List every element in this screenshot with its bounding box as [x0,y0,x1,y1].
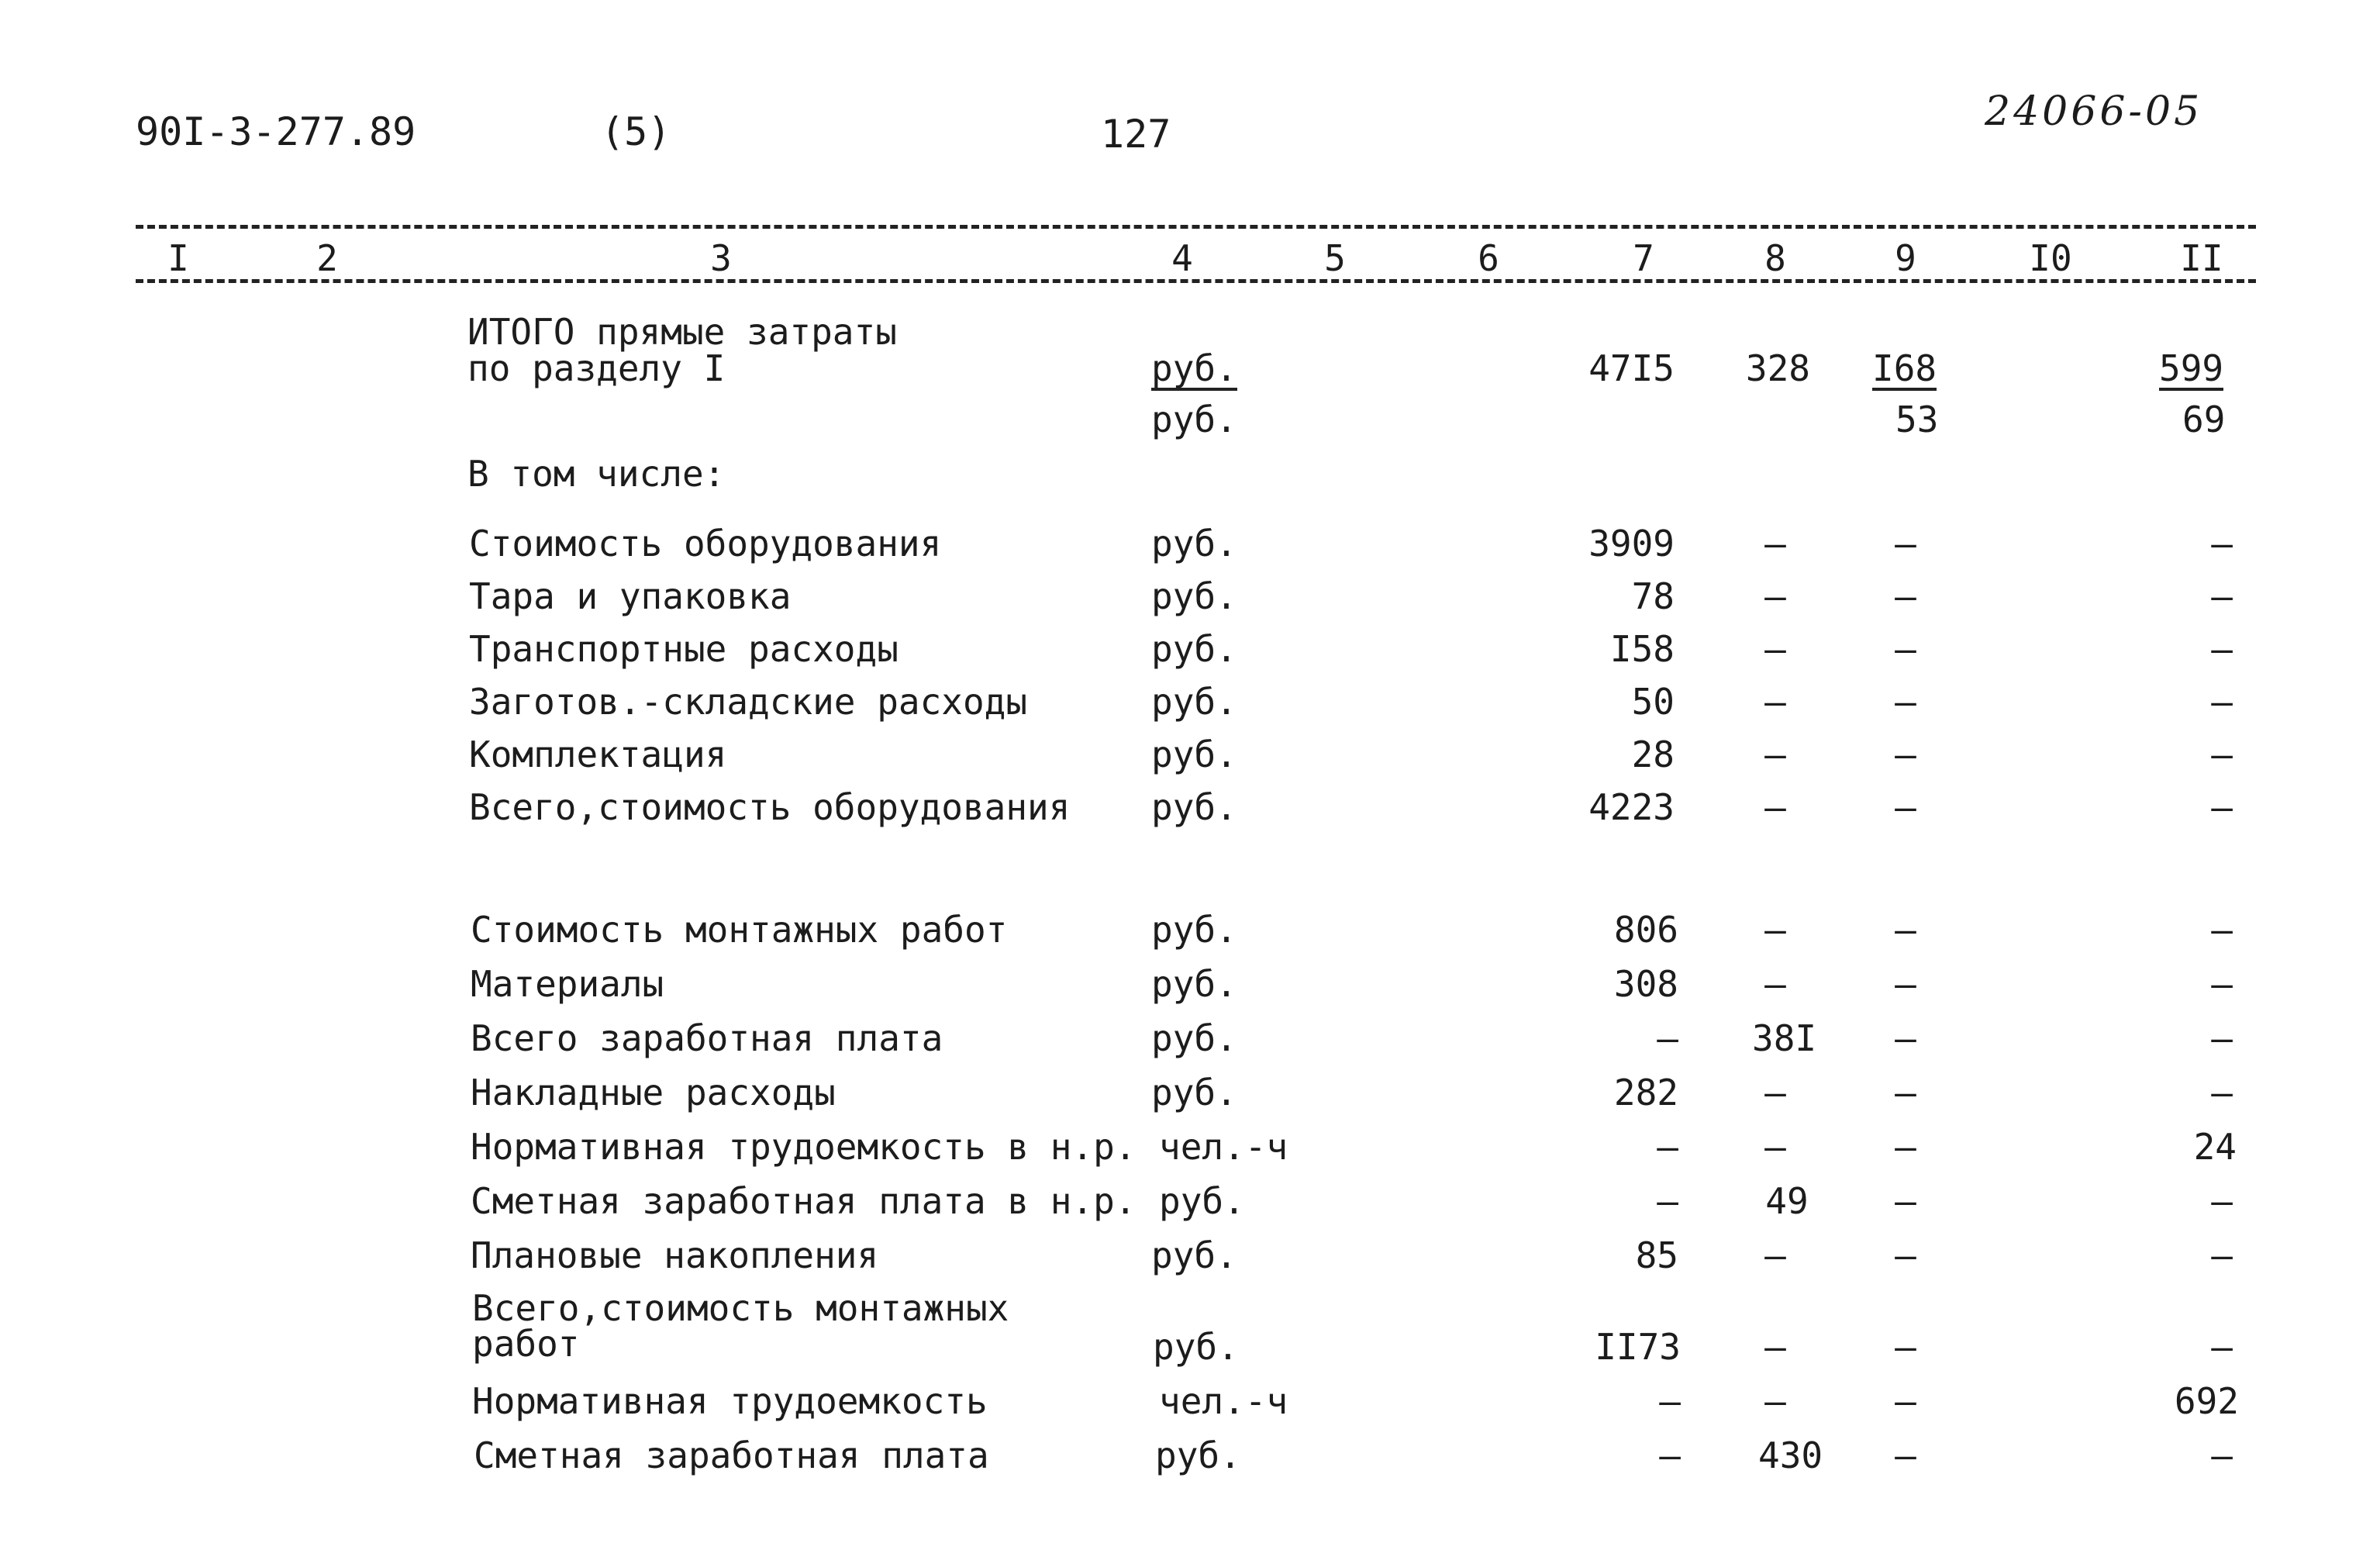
row-unit: руб. [1151,786,1237,828]
cell-col7: 47I5 [1588,347,1675,389]
column-header: 4 [1171,237,1193,279]
cell-col9: – [1895,734,1916,775]
cell-col9: – [1895,963,1916,1005]
cell-col11: – [2211,523,2233,564]
cell-col11-numerator: 599 [2159,347,2224,389]
cell-col11: 24 [2193,1126,2237,1168]
row-label: Заготов.-складские расходы [469,681,1028,723]
cell-col11: – [2211,963,2233,1005]
cell-col11: – [2211,575,2233,617]
cell-col11: – [2211,628,2233,670]
table-row [0,786,2380,836]
table-row [0,1380,2380,1430]
cell-col7: I58 [1609,628,1675,670]
cell-col11: – [2211,1017,2233,1059]
cell-col7: 78 [1631,575,1675,617]
cell-col7: – [1657,1180,1678,1222]
column-header: 7 [1633,237,1654,279]
row-label: Нормативная трудоемкость в н.р. [471,1126,1137,1168]
cell-col7: 85 [1635,1234,1678,1276]
row-label: Сметная заработная плата в н.р. [471,1180,1137,1222]
column-header: 2 [316,237,338,279]
cell-col9: – [1895,1234,1916,1276]
cell-col8: – [1764,681,1786,723]
cell-col9: – [1895,1434,1916,1476]
row-unit: руб. [1151,1017,1237,1059]
cell-col11: – [2211,786,2233,828]
cell-col7: 282 [1613,1072,1678,1113]
cell-col9: – [1895,575,1916,617]
cell-col8: 49 [1765,1180,1809,1222]
cell-col11: – [2211,909,2233,951]
cell-col8: 328 [1745,347,1810,389]
column-header: I0 [2029,237,2072,279]
row-label: Всего заработная плата [471,1017,943,1059]
cell-col11: – [2211,1234,2233,1276]
cell-col7: 806 [1613,909,1678,951]
table-row [0,1287,2380,1376]
cell-col9: – [1895,1126,1916,1168]
cell-col8: – [1764,1234,1786,1276]
row-unit: руб. [1151,1234,1237,1276]
row-label: Материалы [471,963,664,1005]
row-unit: руб. [1151,347,1237,389]
document-code: 90I-3-277.89 [136,109,416,154]
cell-col9: – [1895,1072,1916,1113]
cell-col7: – [1659,1380,1681,1422]
cell-col8: – [1764,786,1786,828]
cell-col7: – [1657,1126,1678,1168]
row-label: Всего,стоимость оборудования [469,786,1071,828]
cell-col9: – [1895,1380,1916,1422]
column-header: 9 [1895,237,1916,279]
row-unit: руб. [1151,909,1237,951]
cell-col9: – [1895,909,1916,951]
cell-col9: – [1895,1017,1916,1059]
table-top-rule [136,225,2256,229]
cell-col7: 50 [1631,681,1675,723]
cell-col8: – [1764,1126,1786,1168]
row-unit: руб. [1151,575,1237,617]
row-unit: чел.-ч [1159,1380,1288,1422]
cell-col9-denominator: 53 [1895,399,1939,440]
cell-col11-denominator: 69 [2182,399,2226,440]
cell-col11: – [2211,1072,2233,1113]
row-label: Тара и упаковка [469,575,792,617]
page-number: 127 [1101,112,1171,157]
table-row [0,1180,2380,1230]
cell-col8: – [1764,523,1786,564]
row-label: Стоимость монтажных работ [471,909,1008,951]
row-unit: руб. [1151,523,1237,564]
table-row [0,523,2380,572]
cell-col11: 692 [2174,1380,2239,1422]
table-row [0,963,2380,1013]
cell-col8: – [1764,1326,1786,1368]
cell-col9: – [1895,1326,1916,1368]
row-label: Транспортные расходы [469,628,899,670]
cell-col7: 3909 [1588,523,1675,564]
table-row [0,909,2380,958]
row-unit: руб. [1151,399,1237,440]
column-header: 5 [1324,237,1346,279]
cell-col8: – [1764,628,1786,670]
row-unit: руб. [1151,963,1237,1005]
row-label: Комплектация [469,734,727,775]
column-header: 6 [1478,237,1499,279]
row-unit: руб. [1151,628,1237,670]
cell-col8: – [1764,963,1786,1005]
row-unit: руб. [1151,681,1237,723]
cell-col9: – [1895,628,1916,670]
table-row [0,1017,2380,1067]
column-header: 3 [710,237,732,279]
cell-col8: 38I [1752,1017,1817,1059]
cell-col9-numerator: I68 [1872,347,1937,389]
cell-col8: – [1764,575,1786,617]
row-unit: руб. [1153,1326,1239,1368]
cell-col8: – [1764,734,1786,775]
cell-col7: 28 [1631,734,1675,775]
table-row [0,1434,2380,1484]
cell-col7: II73 [1595,1326,1681,1368]
including-label: В том числе: [467,453,726,495]
column-header: 8 [1764,237,1786,279]
row-label: Стоимость оборудования [469,523,942,564]
table-row [0,681,2380,730]
cell-col8: 430 [1758,1434,1823,1476]
cell-col11: – [2211,734,2233,775]
part-number: (5) [601,109,671,154]
row-label: по разделу I [467,347,726,389]
cell-col11: – [2211,681,2233,723]
cell-col11: – [2211,1180,2233,1222]
cell-col7: – [1657,1017,1678,1059]
cell-col8: – [1764,1380,1786,1422]
row-label: ИТОГО прямые затраты [467,311,897,353]
cell-col7: – [1659,1434,1681,1476]
row-unit: руб. [1155,1434,1241,1476]
table-row [0,1234,2380,1284]
table-row [0,575,2380,625]
row-label: Плановые накопления [471,1234,879,1276]
cell-col11: – [2211,1326,2233,1368]
row-label: работ [472,1323,580,1365]
row-unit: руб. [1151,734,1237,775]
cell-col8: – [1764,1072,1786,1113]
row-label: Нормативная трудоемкость [472,1380,988,1422]
column-header: I [167,237,189,279]
cell-col9: – [1895,786,1916,828]
cell-col7: 308 [1613,963,1678,1005]
table-row [0,1126,2380,1176]
column-header: II [2180,237,2223,279]
cell-col9: – [1895,681,1916,723]
table-row [0,628,2380,678]
row-unit: руб. [1159,1180,1245,1222]
table-row [0,734,2380,783]
row-label: Накладные расходы [471,1072,836,1113]
cell-col11: – [2211,1434,2233,1476]
row-unit: чел.-ч [1159,1126,1288,1168]
handwritten-code: 24066-05 [1985,88,2203,135]
cell-col8: – [1764,909,1786,951]
cell-col7: 4223 [1588,786,1675,828]
table-header-rule [136,279,2256,283]
row-unit: руб. [1151,1072,1237,1113]
row-label: Всего,стоимость монтажных [472,1287,1009,1329]
table-row [0,1072,2380,1121]
cell-col9: – [1895,1180,1916,1222]
row-label: Сметная заработная плата [474,1434,989,1476]
cell-col9: – [1895,523,1916,564]
